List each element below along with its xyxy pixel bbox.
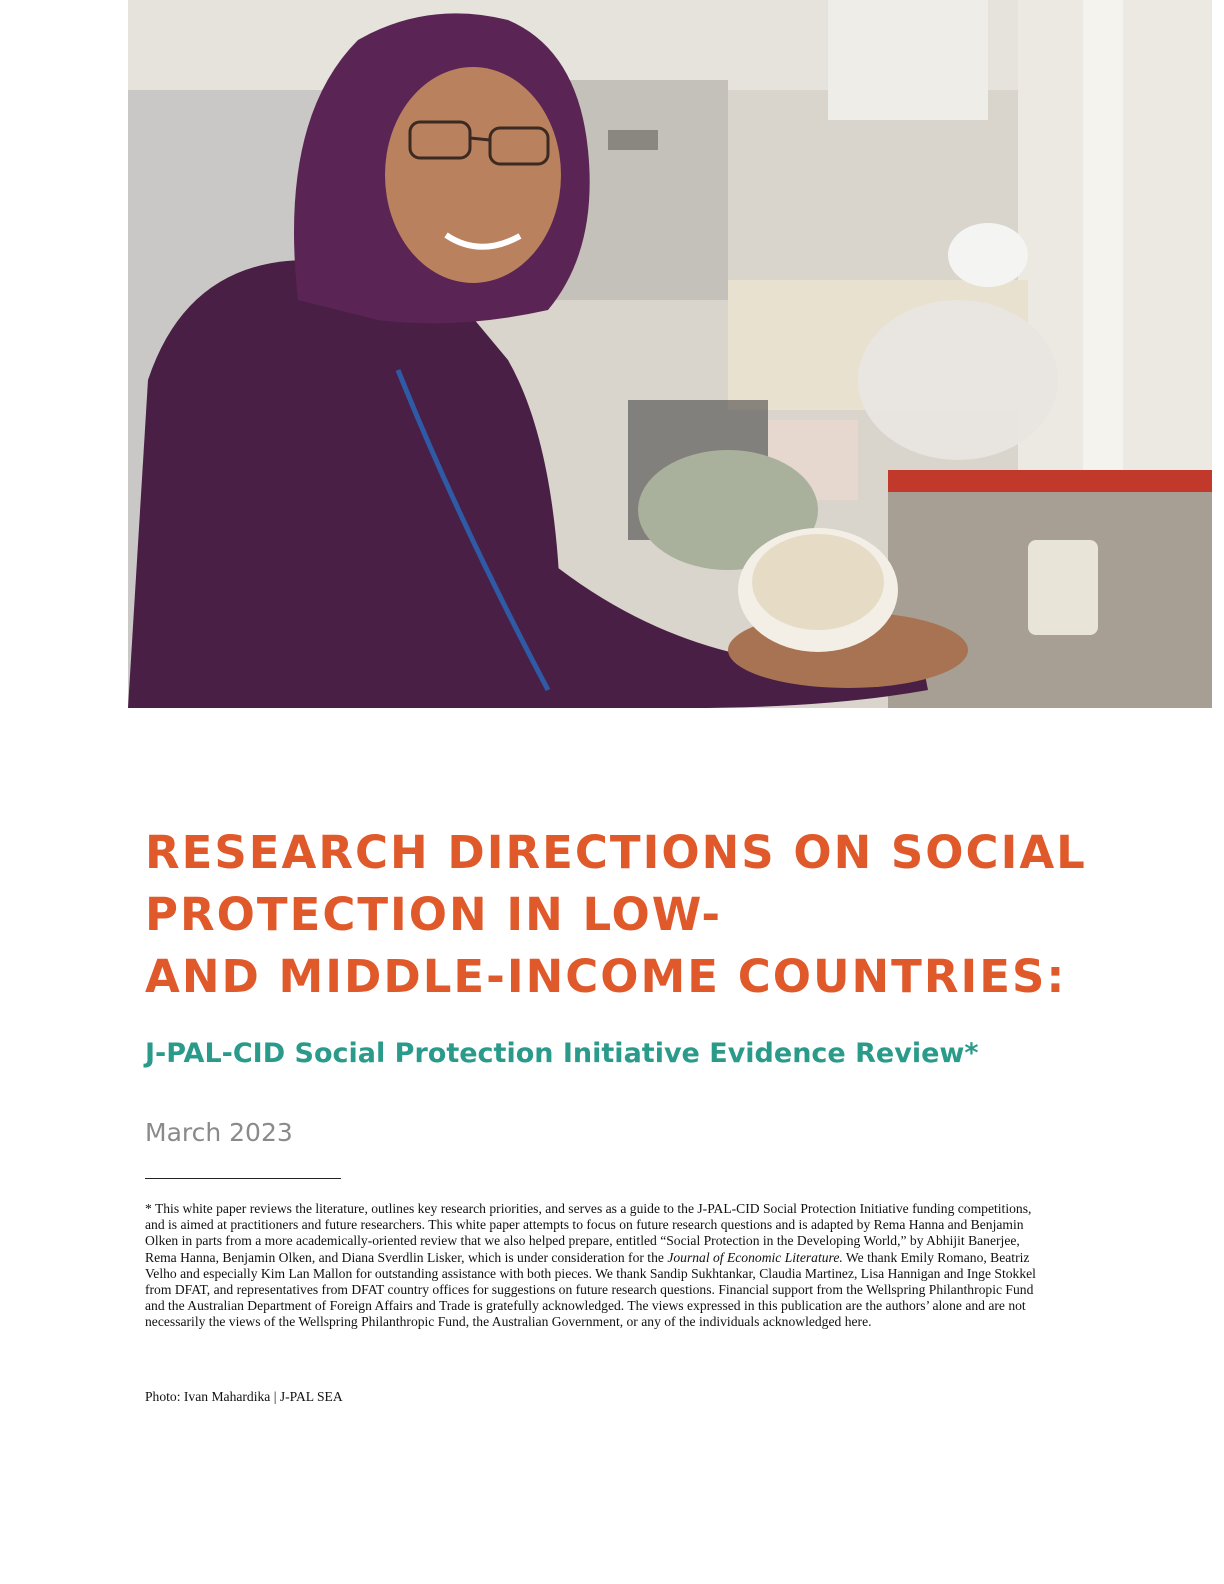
footnote-text bbox=[145, 1201, 1045, 1331]
title-line: RESEARCH DIRECTIONS ON SOCIAL bbox=[145, 826, 1087, 879]
footnote-part-1: * This white paper reviews the literature, outlines key research priorities, and serves as a guide to the J-PAL-CID Social Protection Initiative funding competitions, and is aimed at practitioners and future researchers. This white paper attempts to focus on future research questions and is adapted by Rema Hanna and Benjamin Olken in parts from a more academically-oriented review that we also helped prepare, entitled “Social Protection in the Developing World,” by Abhijit Banerjee, Rema Hanna, Benjamin Olken, and Diana Sverdlin Lisker, which is under consideration for the bbox=[145, 1201, 1032, 1265]
document-subtitle: J-PAL-CID Social Protection Initiative Evidence Review* bbox=[145, 1038, 979, 1069]
photo-credit: Photo: Ivan Mahardika | J-PAL SEA bbox=[145, 1389, 343, 1404]
title-line: PROTECTION IN LOW- bbox=[145, 888, 723, 941]
footnote-divider bbox=[145, 1178, 341, 1179]
cover-photo bbox=[128, 0, 1212, 708]
footnote-journal-title: Journal of Economic Literature. bbox=[667, 1249, 843, 1265]
footnote-part-2: We thank Emily Romano, Beatriz Velho and especially Kim Lan Mallon for outstanding assistance with both pieces. We thank Sandip Sukhtankar, Claudia Martinez, Lisa Hannigan and Inge Stokkel from DFAT, and representatives from DFAT country offices for suggestions on future research questions. Financial support from the Wellspring Philanthropic Fund and the Australian Department of Foreign Affairs and Trade is gratefully acknowledged. The views expressed in this publication are the authors’ alone and are not necessarily the views of the Wellspring Philanthropic Fund, the Australian Government, or any of the individuals acknowledged here. bbox=[145, 1249, 1036, 1330]
cover-photo-illustration bbox=[128, 0, 1212, 708]
title-line: AND MIDDLE-INCOME COUNTRIES: bbox=[145, 950, 1067, 1003]
document-title bbox=[145, 822, 1145, 1008]
publication-date: March 2023 bbox=[145, 1118, 293, 1147]
